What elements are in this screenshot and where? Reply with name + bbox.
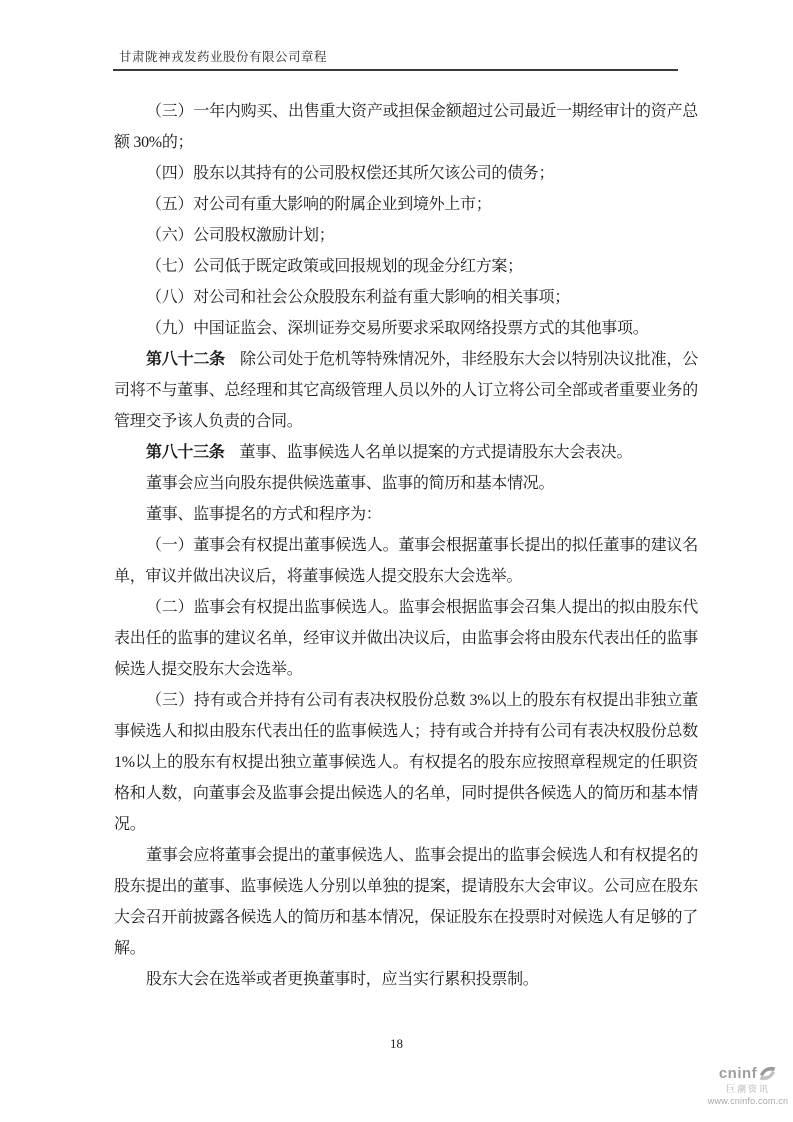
page-number: 18 bbox=[390, 1036, 403, 1051]
article-82 bbox=[114, 344, 698, 437]
paragraph: 董事会应当向股东提供候选董事、监事的简历和基本情况。 bbox=[146, 475, 555, 492]
article-82-text: 除公司处于危机等特殊情况外，非经股东大会以特别决议批准，公司将不与董事、总经理和其它高级管理人员以外的人订立将公司全部或者重要业务的管理交予该人负责的合同。 bbox=[114, 351, 698, 430]
clause-item-3: （三）一年内购买、出售重大资产或担保金额超过公司最近一期经审计的资产总额 30%的； bbox=[114, 103, 698, 151]
cninfo-subtitle: 巨潮资讯 bbox=[725, 1084, 770, 1094]
article-83-text: 董事、监事候选人名单以提案的方式提请股东大会表决。 bbox=[239, 444, 633, 461]
article-82-number: 第八十二条 bbox=[146, 351, 225, 368]
document-body bbox=[114, 96, 698, 995]
cninfo-logo-text: cninf bbox=[718, 1064, 758, 1082]
nomination-item-3: （三）持有或合并持有公司有表决权股份总数 3%以上的股东有权提出非独立董事候选人和拟由股东代表出任的监事候选人；持有或合并持有公司有表决权股份总数 1%以上的股东有权提出独立董事候选人。有权提名的股东应按照章程规定的任职资格和人数，向董事会及监事会提出候选人的名单，同时提供各候选人的简历和基本情况。 bbox=[114, 692, 698, 833]
paragraph: 股东大会在选举或者更换董事时，应当实行累积投票制。 bbox=[146, 971, 539, 988]
cninfo-logo-row bbox=[706, 1063, 790, 1083]
cninfo-logo bbox=[706, 1063, 790, 1106]
nomination-item-1: （一）董事会有权提出董事候选人。董事会根据董事长提出的拟任董事的建议名单，审议并做出决议后，将董事候选人提交股东大会选举。 bbox=[114, 537, 698, 585]
clause-item-4: （四）股东以其持有的公司股权偿还其所欠该公司的债务； bbox=[146, 165, 555, 182]
clause-item-5: （五）对公司有重大影响的附属企业到境外上市； bbox=[146, 196, 492, 213]
paragraph: 董事、监事提名的方式和程序为： bbox=[146, 506, 382, 523]
article-83-number: 第八十三条 bbox=[146, 444, 225, 461]
clause-item-7: （七）公司低于既定政策或回报规划的现金分红方案； bbox=[146, 258, 523, 275]
clause-item-6: （六）公司股权激励计划； bbox=[146, 227, 335, 244]
page-header bbox=[113, 50, 678, 71]
clause-item-9: （九）中国证监会、深圳证券交易所要求采取网络投票方式的其他事项。 bbox=[146, 320, 649, 337]
paragraph: 董事会应将董事会提出的董事候选人、监事会提出的监事会候选人和有权提名的股东提出的董事、监事候选人分别以单独的提案，提请股东大会审议。公司应在股东大会召开前披露各候选人的简历和基本情况，保证股东在投票时对候选人有足够的了解。 bbox=[114, 847, 698, 957]
article-83 bbox=[114, 437, 698, 468]
cninfo-url: www.cninfo.com.cn bbox=[707, 1096, 789, 1106]
header-title: 甘肃陇神戎发药业股份有限公司章程 bbox=[119, 50, 328, 64]
cninfo-swirl-icon bbox=[758, 1064, 777, 1083]
clause-item-8: （八）对公司和社会公众股股东利益有重大影响的相关事项； bbox=[146, 289, 570, 306]
nomination-item-2: （二）监事会有权提出监事候选人。监事会根据监事会召集人提出的拟由股东代表出任的监事的建议名单，经审议并做出决议后，由监事会将由股东代表出任的监事候选人提交股东大会选举。 bbox=[114, 599, 698, 678]
